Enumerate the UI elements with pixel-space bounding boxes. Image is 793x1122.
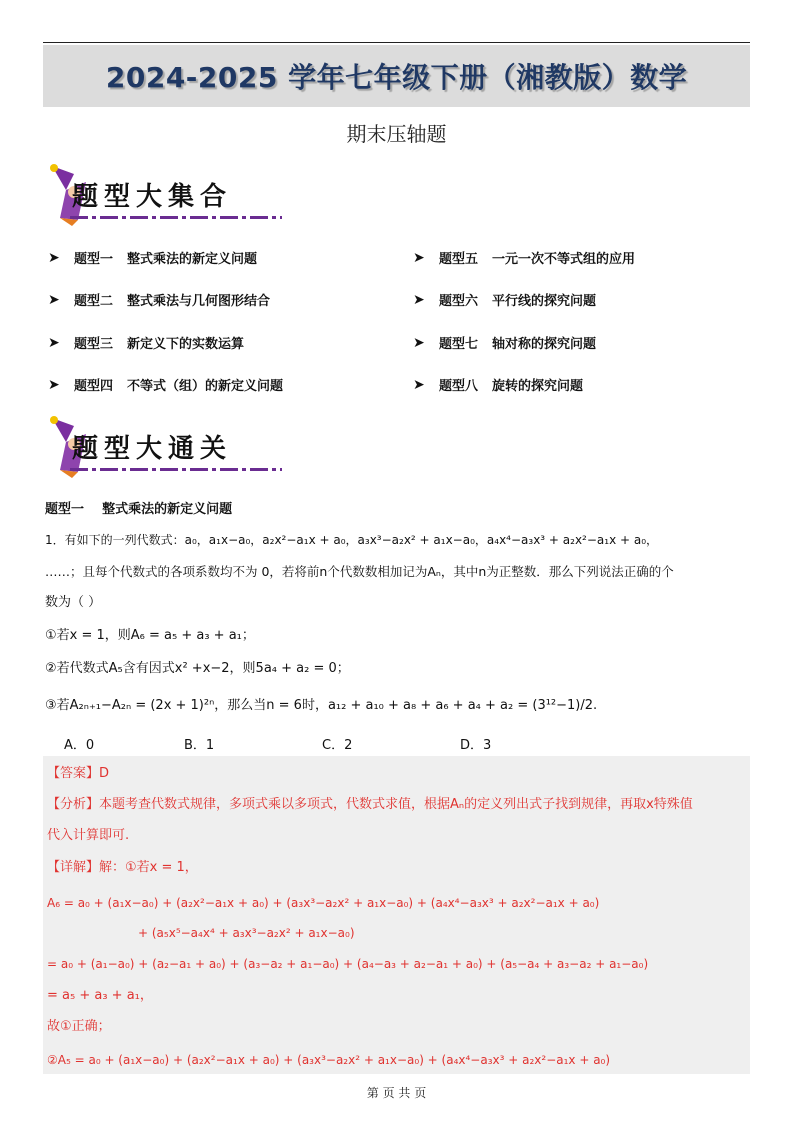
option-b: B．1: [184, 738, 215, 753]
type-num: 题型四: [74, 379, 114, 394]
question-line: ……；且每个代数式的各项系数均不为 0，若将前n个代数数相加记为Aₙ，其中n为正整数．那么下列说法正确的个: [45, 564, 674, 579]
type-name: 一元一次不等式组的应用: [492, 252, 636, 267]
type-item: [48, 375, 283, 394]
type-item: [413, 375, 583, 394]
equation-line: ②A₅ = a₀ + (a₁x−a₀) + (a₂x²−a₁x + a₀) + (a₃x³−a₂x² + a₁x−a₀) + (a₄x⁴−a₃x³ + a₂x²−a₁x + a₀): [47, 1053, 611, 1067]
type-item: [48, 248, 257, 267]
equation-line: + (a₅x⁵−a₄x⁴ + a₃x³−a₂x² + a₁x−a₀): [138, 926, 355, 940]
arrow-icon: ➤: [48, 249, 60, 266]
page-footer: 第 页 共 页: [366, 1086, 427, 1100]
arrow-icon: ➤: [413, 376, 425, 393]
question-line: 数为（ ）: [45, 595, 102, 610]
page-subtitle: 期末压轴题: [346, 122, 447, 146]
arrow-icon: ➤: [48, 334, 60, 351]
type-num: 题型七: [439, 337, 479, 352]
option-a: A．0: [64, 738, 95, 753]
arrow-icon: ➤: [413, 334, 425, 351]
type-name: 轴对称的探究问题: [492, 337, 597, 352]
type-num: 题型二: [74, 294, 114, 309]
type-num: 题型三: [74, 337, 114, 352]
type-name: 不等式（组）的新定义问题: [127, 379, 284, 394]
equation-line: = a₅ + a₃ + a₁，: [47, 988, 153, 1003]
type-item: [48, 290, 270, 309]
banner-practice-title: 题型大通关: [72, 434, 233, 464]
banner-divider: [70, 468, 282, 471]
banner-collection-title: 题型大集合: [72, 182, 233, 212]
equation-line: = a₀ + (a₁−a₀) + (a₂−a₁ + a₀) + (a₃−a₂ + a₁−a₀) + (a₄−a₃ + a₂−a₁ + a₀) + (a₅−a₄ + a₃−a₂ + a₁−a₀): [47, 957, 649, 971]
banner-collection: [44, 160, 274, 228]
analysis-line: 【分析】本题考查代数式规律，多项式乘以多项式，代数式求值，根据Aₙ的定义列出式子找到规律，再取x特殊值: [47, 797, 693, 812]
banner-divider: [70, 216, 282, 219]
question-line: 1．有如下的一列代数式：a₀，a₁x−a₀，a₂x²−a₁x + a₀，a₃x³−a₂x² + a₁x−a₀，a₄x⁴−a₃x³ + a₂x²−a₁x + a₀，: [45, 533, 659, 547]
detail-line: 【详解】解：①若x = 1，: [47, 860, 198, 875]
option-d: D．3: [460, 738, 492, 753]
option-c: C．2: [322, 738, 353, 753]
arrow-icon: ➤: [413, 291, 425, 308]
type-name: 旋转的探究问题: [492, 379, 584, 394]
section-heading: 题型一 整式乘法的新定义问题: [45, 502, 233, 517]
top-rule: [43, 42, 750, 43]
type-name: 整式乘法的新定义问题: [127, 252, 258, 267]
statement-1: ①若x = 1，则A₆ = a₅ + a₃ + a₁；: [45, 628, 255, 643]
type-item: [413, 290, 596, 309]
type-item: [48, 333, 244, 352]
arrow-icon: ➤: [48, 376, 60, 393]
type-name: 平行线的探究问题: [492, 294, 597, 309]
conclusion-line: 故①正确；: [47, 1019, 111, 1034]
statement-3: ③若A₂ₙ₊₁−A₂ₙ = (2x + 1)²ⁿ，那么当n = 6时，a₁₂ + a₁₀ + a₈ + a₆ + a₄ + a₂ = (3¹²−1)/2.: [45, 698, 598, 713]
type-num: 题型五: [439, 252, 479, 267]
analysis-line: 代入计算即可.: [47, 828, 130, 843]
type-num: 题型一: [74, 252, 114, 267]
statement-2: ②若代数式A₅含有因式x² +x−2，则5a₄ + a₂ = 0；: [45, 661, 350, 676]
equation-line: A₆ = a₀ + (a₁x−a₀) + (a₂x²−a₁x + a₀) + (a₃x³−a₂x² + a₁x−a₀) + (a₄x⁴−a₃x³ + a₂x²−a₁x + a₀): [47, 896, 600, 910]
arrow-icon: ➤: [413, 249, 425, 266]
type-num: 题型八: [439, 379, 479, 394]
type-num: 题型六: [439, 294, 479, 309]
arrow-icon: ➤: [48, 291, 60, 308]
answer-label: 【答案】D: [47, 766, 110, 781]
type-item: [413, 333, 596, 352]
type-name: 整式乘法与几何图形结合: [127, 294, 271, 309]
banner-practice: [44, 412, 274, 480]
page-title: 2024-2025 学年七年级下册（湘教版）数学: [105, 61, 688, 94]
title-band: [43, 45, 750, 107]
type-item: [413, 248, 635, 267]
type-name: 新定义下的实数运算: [127, 337, 245, 352]
